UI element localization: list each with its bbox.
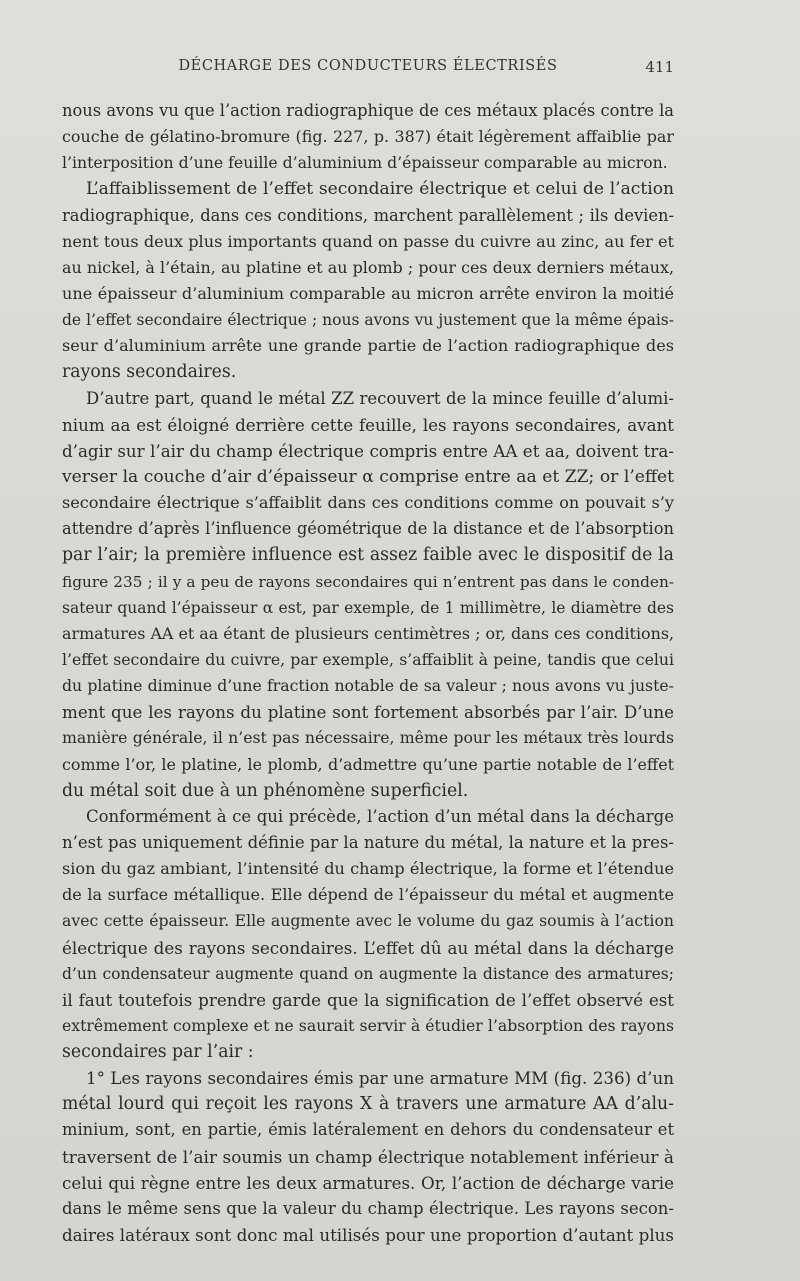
text-line: l’interposition d’une feuille d’aluminium d’épaisseur comparable au micron.	[62, 153, 668, 173]
text-line: comme l’or, le platine, le plomb, d’admettre qu’une partie notable de l’effet	[62, 754, 674, 774]
text-line: il faut toutefois prendre garde que la signification de l’effet observé est	[62, 989, 674, 1010]
text-line: l’effet secondaire du cuivre, par exemple, s’affaiblit à peine, tandis que celui	[62, 649, 674, 669]
text-line: une épaisseur d’aluminium comparable au micron arrête environ la moitié	[62, 283, 674, 303]
text-line: avec cette épaisseur. Elle augmente avec le volume du gaz soumis à l’action	[62, 911, 674, 931]
text-line: manière générale, il n’est pas nécessaire, même pour les métaux très lourds	[62, 728, 674, 748]
running-title: DÉCHARGE DES CONDUCTEURS ÉLECTRISÉS	[178, 58, 558, 74]
text-line: nium aa est éloigné derrière cette feuille, les rayons secondaires, avant	[62, 414, 674, 435]
text-line: du métal soit due à un phénomène superficiel.	[62, 780, 469, 801]
text-line: nous avons vu que l’action radiographique de ces métaux placés contre la	[62, 101, 674, 120]
text-line: d’un condensateur augmente quand on augmente la distance des armatures;	[62, 964, 674, 983]
text-line: secondaire électrique s’affaiblit dans ces conditions comme on pouvait s’y	[62, 493, 674, 513]
text-line: ment que les rayons du platine sont fortement absorbés par l’air. D’une	[62, 702, 674, 723]
text-line: daires latéraux sont donc mal utilisés pour une proportion d’autant plus	[62, 1225, 674, 1246]
text-line: n’est pas uniquement définie par la nature du métal, la nature et la pres-	[62, 832, 674, 852]
text-line: verser la couche d’air d’épaisseur α comprise entre aa et ZZ; or l’effet	[62, 466, 674, 487]
body-text	[62, 98, 674, 1248]
text-line: celui qui règne entre les deux armatures. Or, l’action de décharge varie	[62, 1172, 674, 1193]
text-line: par l’air; la première influence est assez faible avec le dispositif de la	[62, 545, 674, 566]
text-line: armatures AA et aa étant de plusieurs centimètres ; or, dans ces conditions,	[62, 623, 675, 643]
text-line: sion du gaz ambiant, l’intensité du champ électrique, la forme et l’étendue	[62, 859, 674, 879]
text-line: figure 235 ; il y a peu de rayons secondaires qui n’entrent pas dans le conden-	[62, 572, 674, 591]
text-line: attendre d’après l’influence géométrique de la distance et de l’absorption	[62, 519, 674, 539]
text-line: L’affaiblissement de l’effet secondaire électrique et celui de l’action	[86, 179, 674, 200]
text-line: au nickel, à l’étain, au platine et au plomb ; pour ces deux derniers métaux,	[62, 257, 674, 277]
text-line: minium, sont, en partie, émis latéralement en dehors du condensateur et	[62, 1120, 674, 1140]
text-line: du platine diminue d’une fraction notable de sa valeur ; nous avons vu juste-	[62, 676, 674, 696]
text-line: couche de gélatino-bromure (fig. 227, p. 387) était légèrement affaiblie par	[62, 127, 674, 147]
text-line: sateur quand l’épaisseur α est, par exemple, de 1 millimètre, le diamètre des	[62, 598, 674, 617]
text-line: seur d’aluminium arrête une grande partie de l’action radiographique des	[62, 336, 674, 356]
text-line: 1° Les rayons secondaires émis par une armature MM (fig. 236) d’un	[86, 1068, 674, 1089]
text-line: de la surface métallique. Elle dépend de l’épaisseur du métal et augmente	[62, 885, 674, 905]
text-line: rayons secondaires.	[62, 362, 237, 383]
text-line: D’autre part, quand le métal ZZ recouvert de la mince feuille d’alumi-	[86, 388, 674, 408]
text-line: secondaires par l’air :	[62, 1042, 254, 1063]
text-line: d’agir sur l’air du champ électrique compris entre AA et aa, doivent tra-	[62, 440, 674, 461]
text-line: nent tous deux plus importants quand on passe du cuivre au zinc, au fer et	[62, 231, 674, 251]
page-header	[62, 58, 674, 82]
text-line: dans le même sens que la valeur du champ électrique. Les rayons secon-	[62, 1198, 674, 1218]
text-line: radiographique, dans ces conditions, marchent parallèlement ; ils devien-	[62, 205, 674, 225]
page-number: 411	[645, 58, 674, 76]
text-line: de l’effet secondaire électrique ; nous avons vu justement que la même épais-	[62, 311, 674, 330]
text-line: métal lourd qui reçoit les rayons X à travers une armature AA d’alu-	[62, 1094, 674, 1115]
text-line: traversent de l’air soumis un champ électrique notablement inférieur à	[62, 1146, 674, 1167]
text-line: électrique des rayons secondaires. L’effet dû au métal dans la décharge	[62, 937, 674, 958]
text-line: Conformément à ce qui précède, l’action d’un métal dans la décharge	[86, 806, 674, 826]
text-line: extrêmement complexe et ne saurait servir à étudier l’absorption des rayons	[62, 1015, 674, 1035]
